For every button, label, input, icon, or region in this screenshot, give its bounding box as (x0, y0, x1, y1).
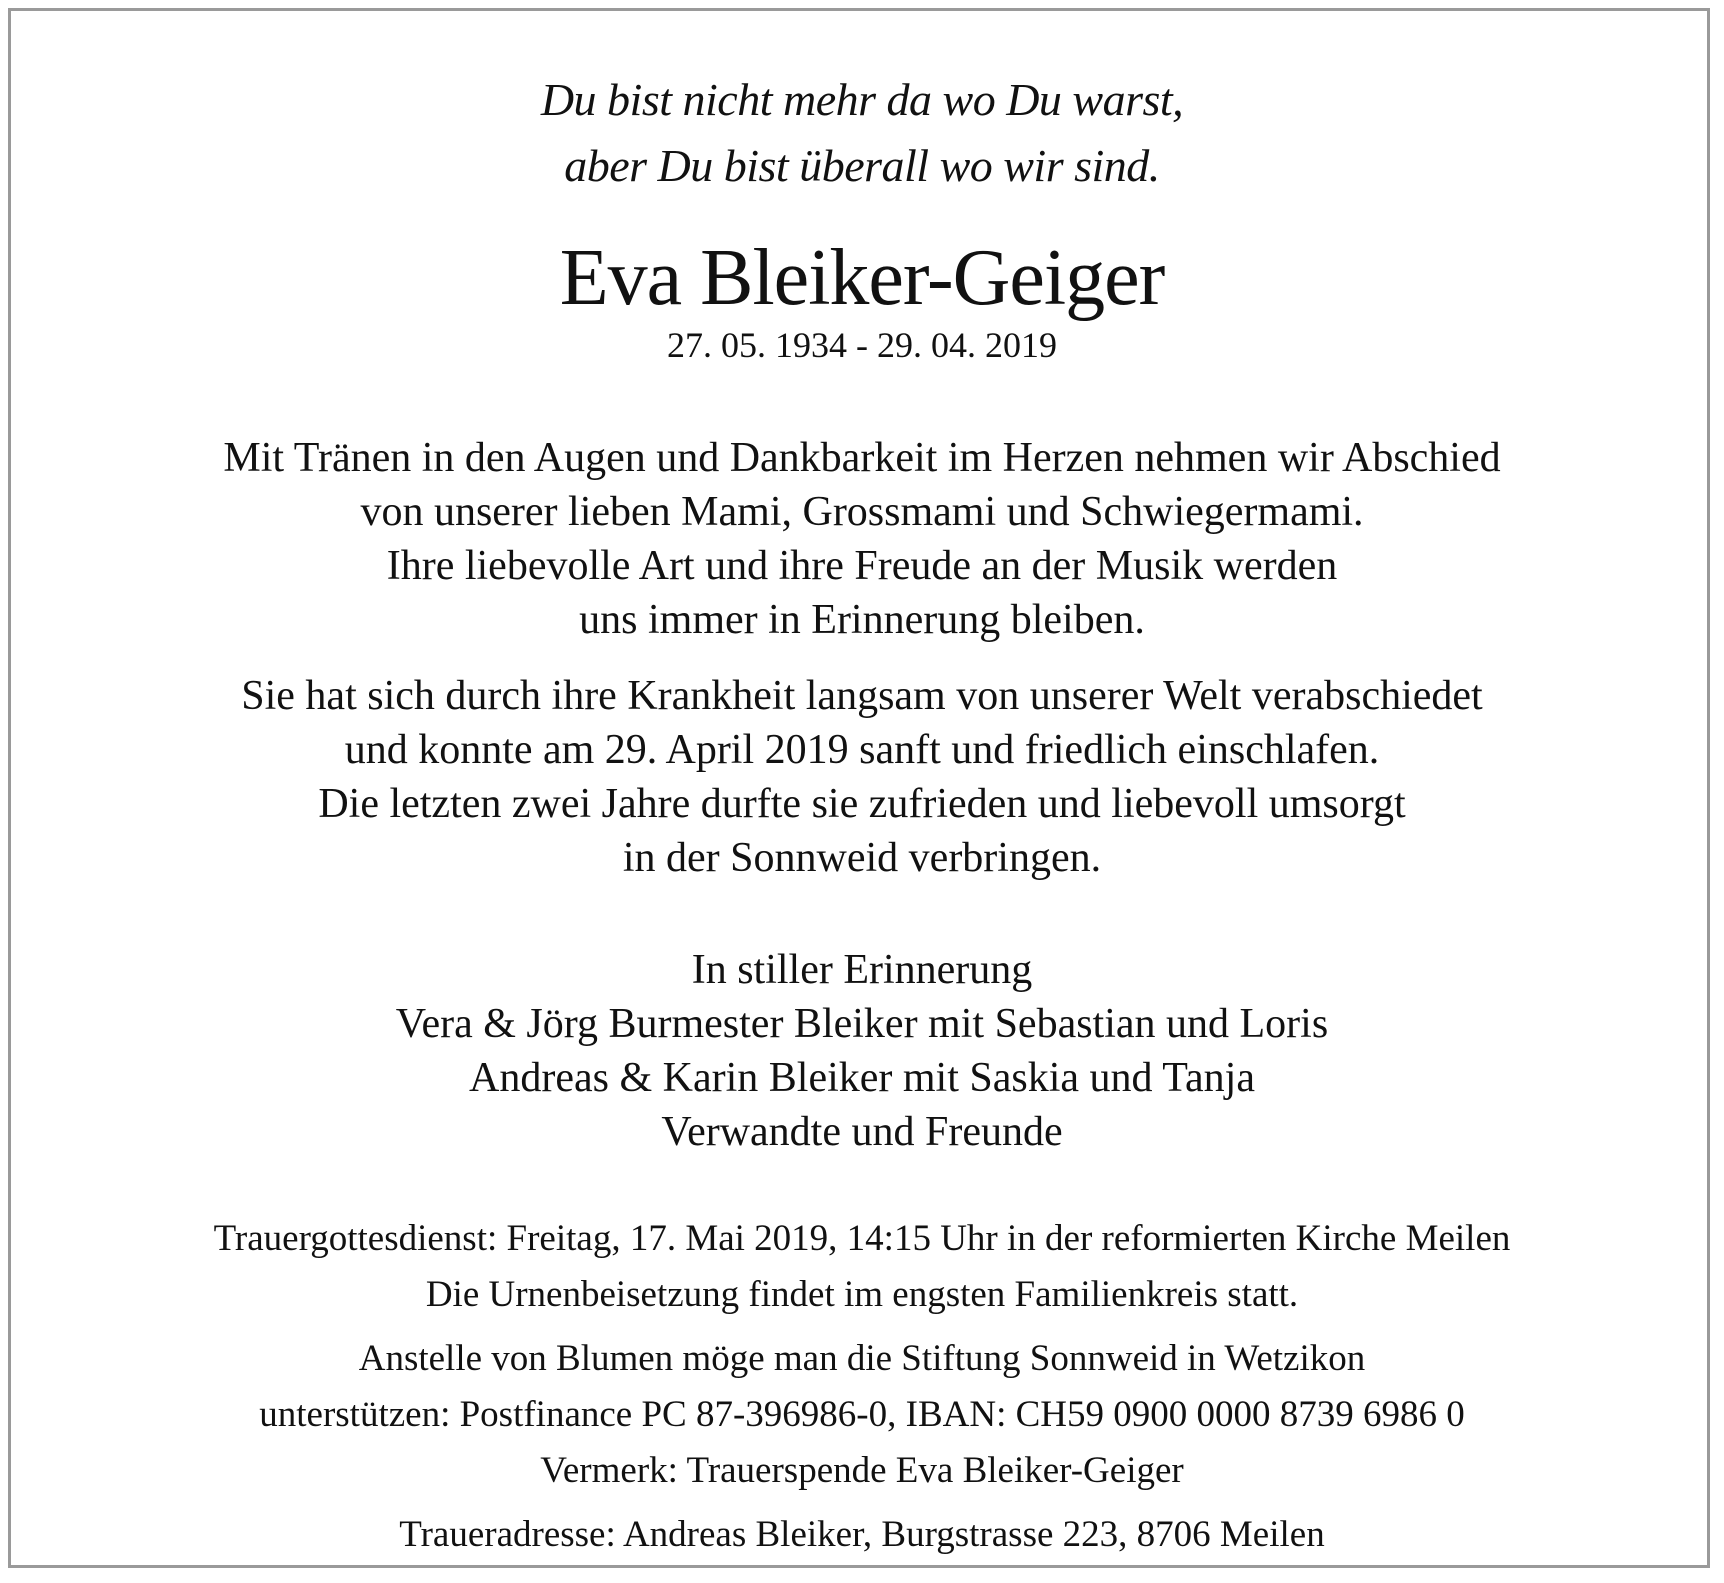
illness-paragraph (11, 669, 1713, 885)
obituary-frame (8, 8, 1710, 1568)
mourners-heading: In stiller Erinnerung (691, 947, 1033, 993)
service-info (11, 1211, 1713, 1323)
text-line: Die letzten zwei Jahre durfte sie zufrieden und liebevoll umsorgt (318, 781, 1406, 827)
mourner-entry: Vera & Jörg Burmester Bleiker mit Sebastian und Loris (395, 1001, 1329, 1047)
mourner-entry: Verwandte und Freunde (661, 1109, 1063, 1155)
deceased-name: Eva Bleiker-Geiger (559, 234, 1165, 322)
text-line: Sie hat sich durch ihre Krankheit langsam von unserer Welt verabschiedet (241, 673, 1483, 719)
motto-line: aber Du bist überall wo wir sind. (564, 140, 1160, 191)
text-line: uns immer in Erinnerung bleiben. (579, 597, 1145, 643)
motto-line: Du bist nicht mehr da wo Du warst, (540, 74, 1184, 125)
text-line: in der Sonnweid verbringen. (622, 835, 1102, 881)
text-line: von unserer lieben Mami, Grossmami und Schwiegermami. (360, 489, 1364, 535)
motto-verse (11, 67, 1713, 199)
mourners-list (11, 943, 1713, 1159)
mourner-entry: Andreas & Karin Bleiker mit Saskia und Tanja (469, 1055, 1255, 1101)
text-line: Mit Tränen in den Augen und Dankbarkeit im Herzen nehmen wir Abschied (223, 435, 1501, 481)
mourning-address: Traueradresse: Andreas Bleiker, Burgstrasse 223, 8706 Meilen (399, 1514, 1325, 1555)
text-line: unterstützen: Postfinance PC 87-396986-0, IBAN: CH59 0900 0000 8739 6986 0 (259, 1394, 1465, 1435)
donation-info (11, 1331, 1713, 1499)
text-line: Anstelle von Blumen möge man die Stiftung Sonnweid in Wetzikon (358, 1338, 1366, 1379)
obituary-content (11, 11, 1713, 1571)
life-dates: 27. 05. 1934 - 29. 04. 2019 (667, 325, 1057, 365)
farewell-paragraph (11, 431, 1713, 647)
text-line: Die Urnenbeisetzung findet im engsten Familienkreis statt. (425, 1274, 1299, 1315)
text-line: Trauergottesdienst: Freitag, 17. Mai 2019, 14:15 Uhr in der reformierten Kirche Meilen (213, 1218, 1511, 1259)
text-line: Ihre liebevolle Art und ihre Freude an der Musik werden (386, 543, 1338, 589)
text-line: und konnte am 29. April 2019 sanft und friedlich einschlafen. (344, 727, 1380, 773)
text-line: Vermerk: Trauerspende Eva Bleiker-Geiger (540, 1450, 1184, 1491)
